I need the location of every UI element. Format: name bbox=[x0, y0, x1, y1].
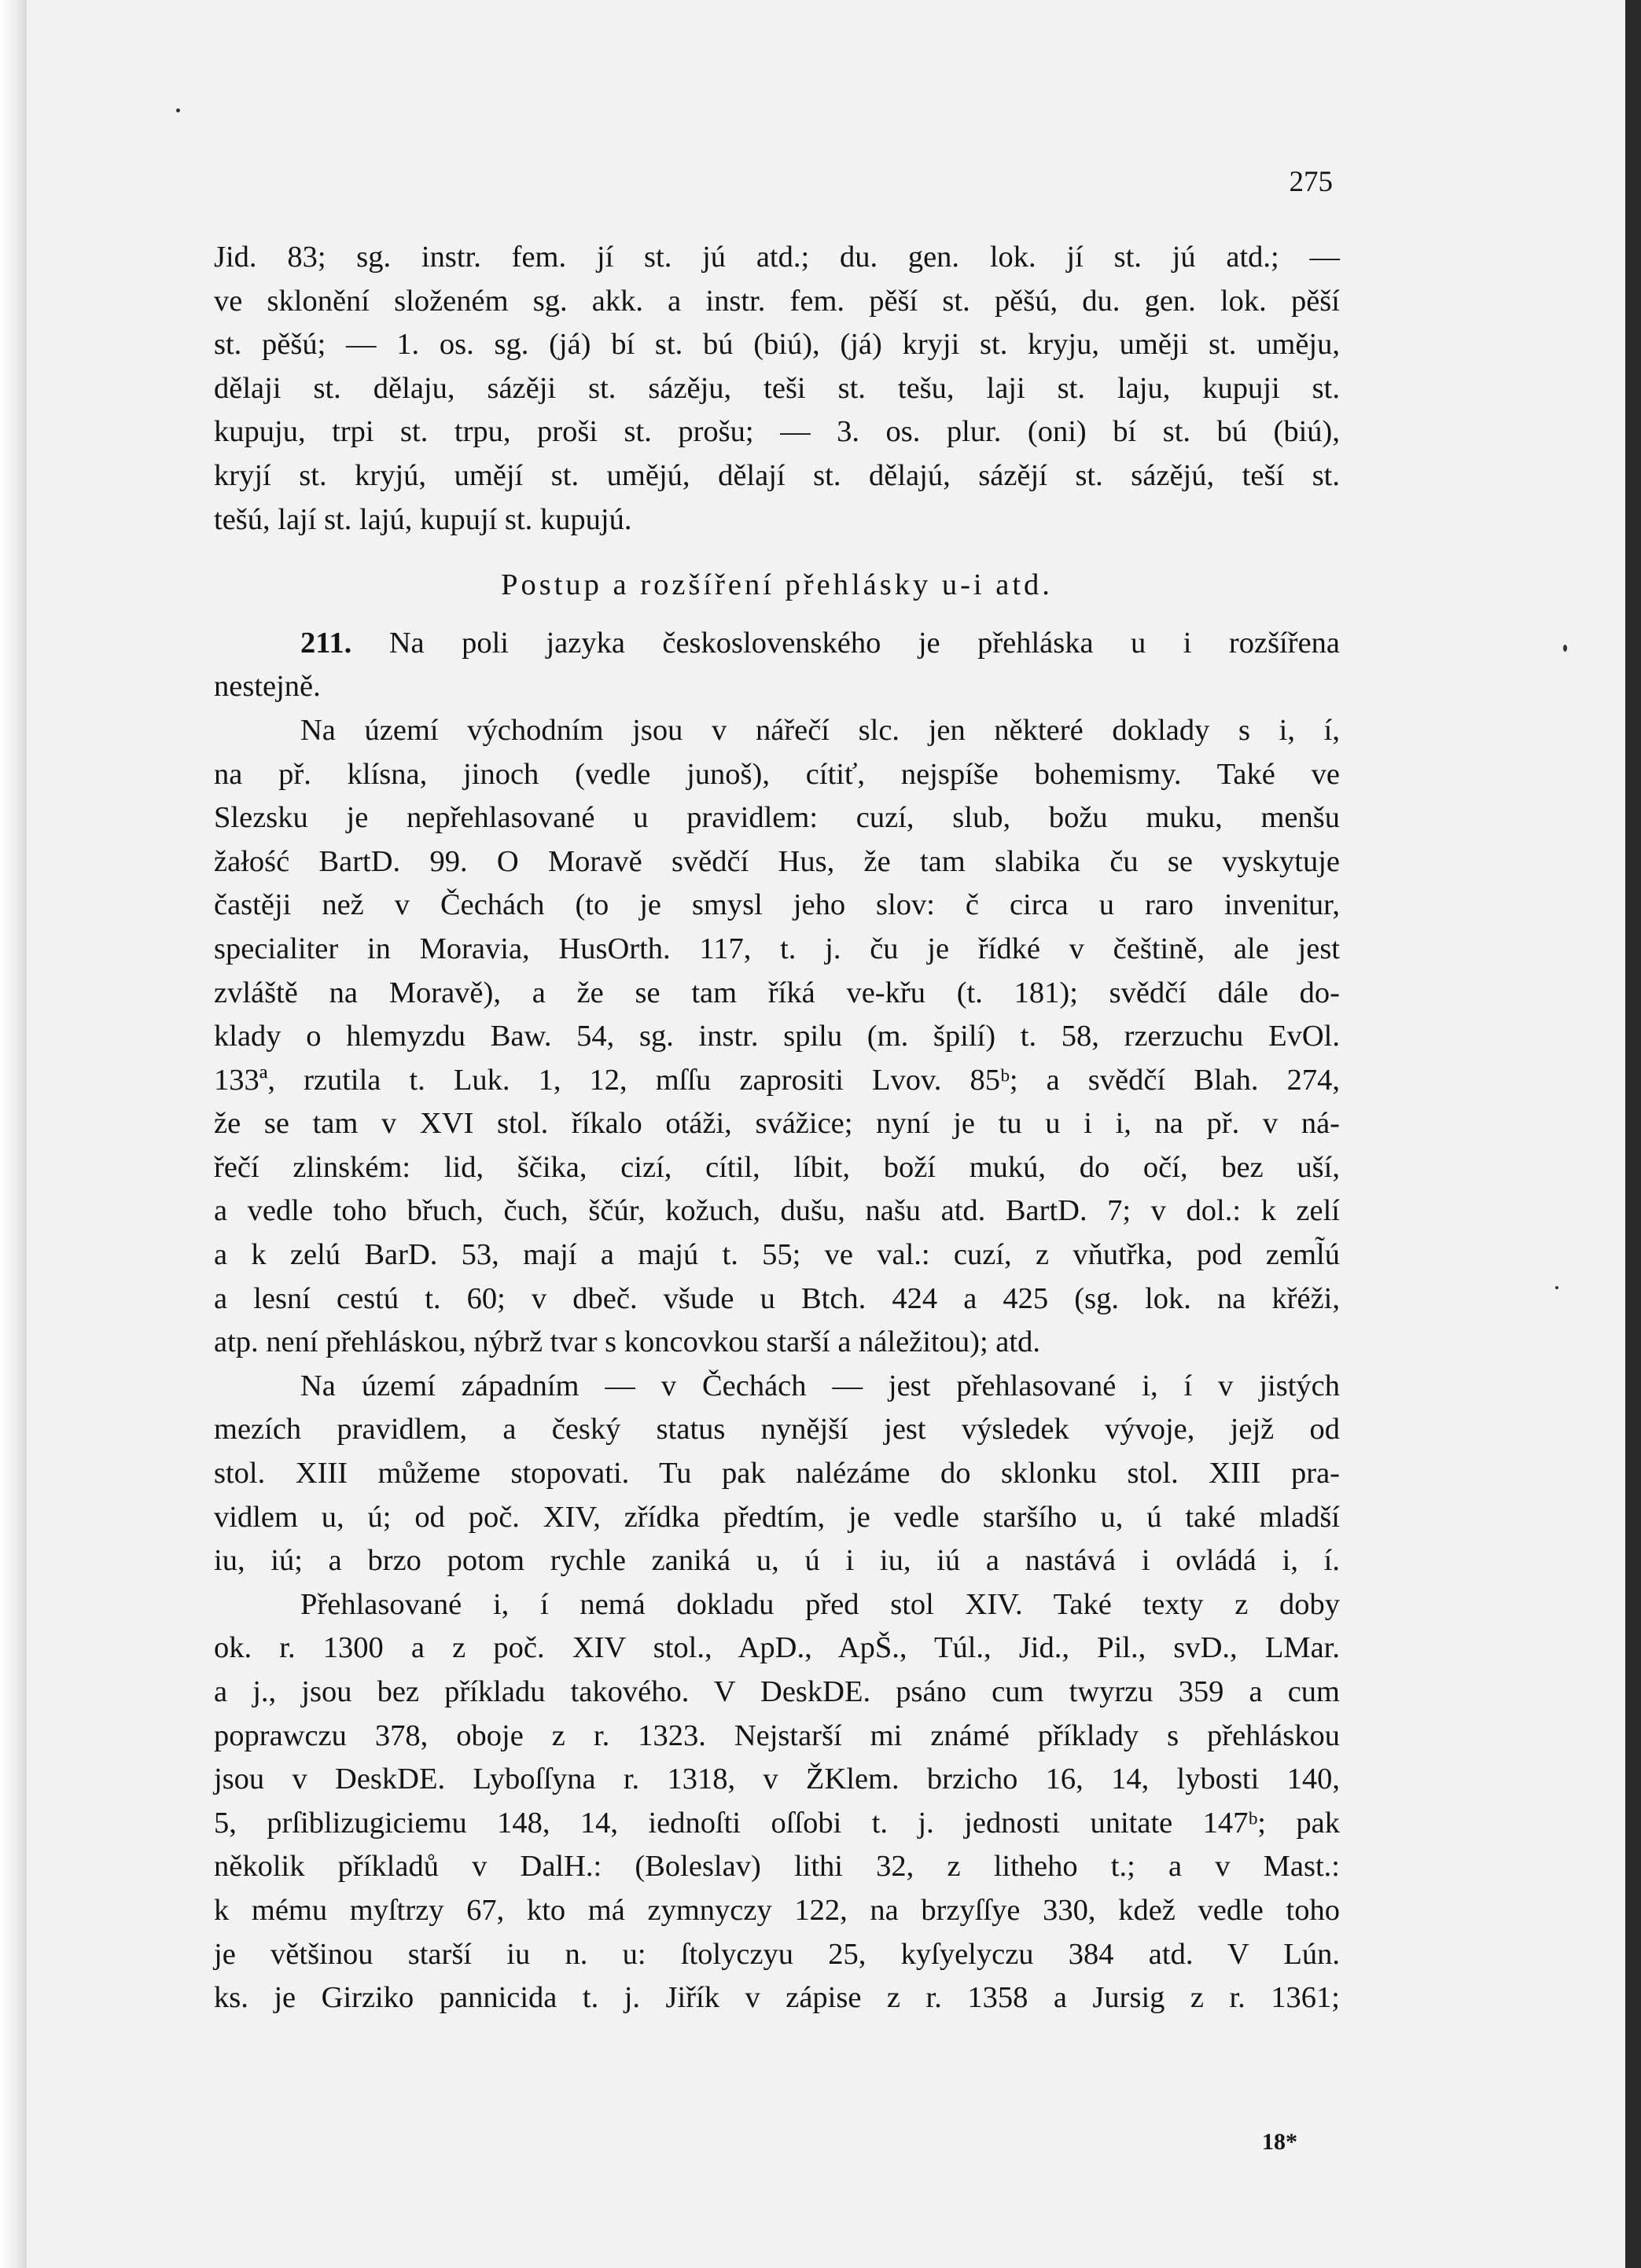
text-line: Na území východním jsou v nářečí slc. jen některé doklady s i, í, bbox=[300, 713, 1340, 747]
text-line: na př. klísna, jinoch (vedle junoš), cítiť, nejspíše bohemismy. Také ve bbox=[214, 757, 1340, 791]
paragraph-west bbox=[214, 1365, 1340, 1583]
text-line: 133ª, rzutila t. Luk. 1, 12, mſſu zaprositi Lvov. 85ᵇ; a svědčí Blah. 274, bbox=[214, 1063, 1340, 1097]
text-line: žałość BartD. 99. O Moravě svědčí Hus, že tam slabika ču se vyskytuje bbox=[214, 844, 1340, 878]
text-line: ve sklonění složeném sg. akk. a instr. fem. pěší st. pěšú, du. gen. lok. pěší bbox=[214, 284, 1340, 318]
text-line: nestejně. bbox=[214, 670, 321, 704]
paragraph-continuation bbox=[214, 236, 1340, 542]
text-line: že se tam v XVI stol. říkalo otáži, svážice; nyní je tu u i i, na př. v ná- bbox=[214, 1107, 1340, 1141]
page-number: 275 bbox=[1289, 166, 1333, 198]
text-line: k mému myſtrzy 67, kto má zymnyczy 122, na brzyſſye 330, kdež vedle toho bbox=[214, 1893, 1340, 1927]
text-line: Jid. 83; sg. instr. fem. jí st. jú atd.; du. gen. lok. jí st. jú atd.; — bbox=[214, 241, 1340, 274]
text-line: a lesní cestú t. 60; v dbeč. všude u Btch. 424 a 425 (sg. lok. na křéži, bbox=[214, 1281, 1340, 1315]
text-line: kupuju, trpi st. trpu, proši st. prošu; — 3. os. plur. (oni) bí st. bú (biú), bbox=[214, 415, 1340, 449]
text-line: stol. XIII můžeme stopovati. Tu pak nalézáme do sklonku stol. XIII pra- bbox=[214, 1457, 1340, 1491]
text-line: ks. je Girziko pannicida t. j. Jiřík v zápise z r. 1358 a Jursig z r. 1361; bbox=[214, 1981, 1340, 2015]
text-line: atp. není přehláskou, nýbrž tvar s koncovkou starší a náležitou); atd. bbox=[214, 1325, 1040, 1359]
scan-speck bbox=[1555, 1286, 1558, 1289]
text-line: a k zelú BarD. 53, mají a majú t. 55; ve val.: cuzí, z vňutřka, pod zeml̃ú bbox=[214, 1238, 1340, 1272]
paragraph-east bbox=[214, 709, 1340, 1365]
text-line bbox=[214, 622, 1340, 666]
section-number: 211. bbox=[300, 626, 352, 660]
signature-mark: 18* bbox=[1262, 2129, 1297, 2155]
text-line: mezích pravidlem, a český status nynější jest výsledek vývoje, jejž od bbox=[214, 1413, 1340, 1446]
text-line: ok. r. 1300 a z poč. XIV stol., ApD., ApŠ., Túl., Jid., Pil., svD., LMar. bbox=[214, 1631, 1340, 1665]
text-line: specialiter in Moravia, HusOrth. 117, t. j. ču je řídké v češtině, ale jest bbox=[214, 932, 1340, 965]
section-211 bbox=[214, 622, 1340, 709]
scan-speck bbox=[176, 108, 180, 112]
text-line: a j., jsou bez příkladu takového. V DeskDE. psáno cum twyrzu 359 a cum bbox=[214, 1675, 1340, 1708]
scan-right-edge bbox=[1625, 0, 1641, 2268]
text-line: poprawczu 378, oboje z r. 1323. Nejstarší mi známé příklady s přehláskou bbox=[214, 1718, 1340, 1752]
text-line: kryjí st. kryjú, umějí st. umějú, dělají st. dělajú, sázějí st. sázějú, teší st. bbox=[214, 458, 1340, 492]
text-line: iu, iú; a brzo potom rychle zaniká u, ú i iu, iú a nastává i ovládá i, í. bbox=[214, 1544, 1340, 1578]
text-line: dělaji st. dělaju, sázěji st. sázěju, teši st. tešu, laji st. laju, kupuji st. bbox=[214, 371, 1340, 405]
scan-left-shadow bbox=[0, 0, 27, 2268]
text-line: vidlem u, ú; od poč. XIV, zřídka předtím, je vedle staršího u, ú také mladší bbox=[214, 1500, 1340, 1534]
text-line: zvláště na Moravě), a že se tam říká ve-křu (t. 181); svědčí dále do- bbox=[214, 976, 1340, 1009]
text-line: několik příkladů v DalH.: (Boleslav) lithi 32, z litheho t.; a v Mast.: bbox=[214, 1850, 1340, 1884]
section-211-first-line: Na poli jazyka československého je přehláska u i rozšířena bbox=[388, 626, 1341, 660]
text-line: a vedle toho břuch, čuch, ščúr, kožuch, dušu, našu atd. BartD. 7; v dol.: k zelí bbox=[214, 1194, 1340, 1228]
section-heading: Postup a rozšíření přehlásky u-i atd. bbox=[501, 568, 1053, 602]
text-line: klady o hlemyzdu Baw. 54, sg. instr. spilu (m. špilí) t. 58, rzerzuchu EvOl. bbox=[214, 1020, 1340, 1053]
text-line: jsou v DeskDE. Lyboſſyna r. 1318, v ŽKlem. brzicho 16, 14, lybosti 140, bbox=[214, 1763, 1340, 1796]
text-line: řečí zlinském: lid, ščika, cizí, cítil, líbit, boží mukú, do očí, bez uší, bbox=[214, 1150, 1340, 1184]
paragraph-last bbox=[214, 1583, 1340, 2020]
text-line: st. pěšú; — 1. os. sg. (já) bí st. bú (biú), (já) kryji st. kryju, uměji st. uměju, bbox=[214, 328, 1340, 362]
text-line: Slezsku je nepřehlasované u pravidlem: cuzí, slub, božu muku, menšu bbox=[214, 801, 1340, 835]
text-line: častěji než v Čechách (to je smysl jeho slov: č circa u raro invenitur, bbox=[214, 888, 1340, 922]
text-line: tešú, lají st. lajú, kupují st. kupujú. bbox=[214, 502, 632, 536]
page-body bbox=[214, 236, 1340, 2020]
text-line: Na území západním — v Čechách — jest přehlasované i, í v jistých bbox=[300, 1369, 1340, 1402]
text-line: Přehlasované i, í nemá dokladu před stol XIV. Také texty z doby bbox=[300, 1587, 1340, 1621]
scan-speck bbox=[1563, 645, 1567, 652]
text-line: je většinou starší iu n. u: ſtolyczyu 25, kyſyelyczu 384 atd. V Lún. bbox=[214, 1937, 1340, 1971]
text-line: 5, prſiblizugiciemu 148, 14, iednoſti oſſobi t. j. jednosti unitate 147ᵇ; pak bbox=[214, 1806, 1340, 1840]
